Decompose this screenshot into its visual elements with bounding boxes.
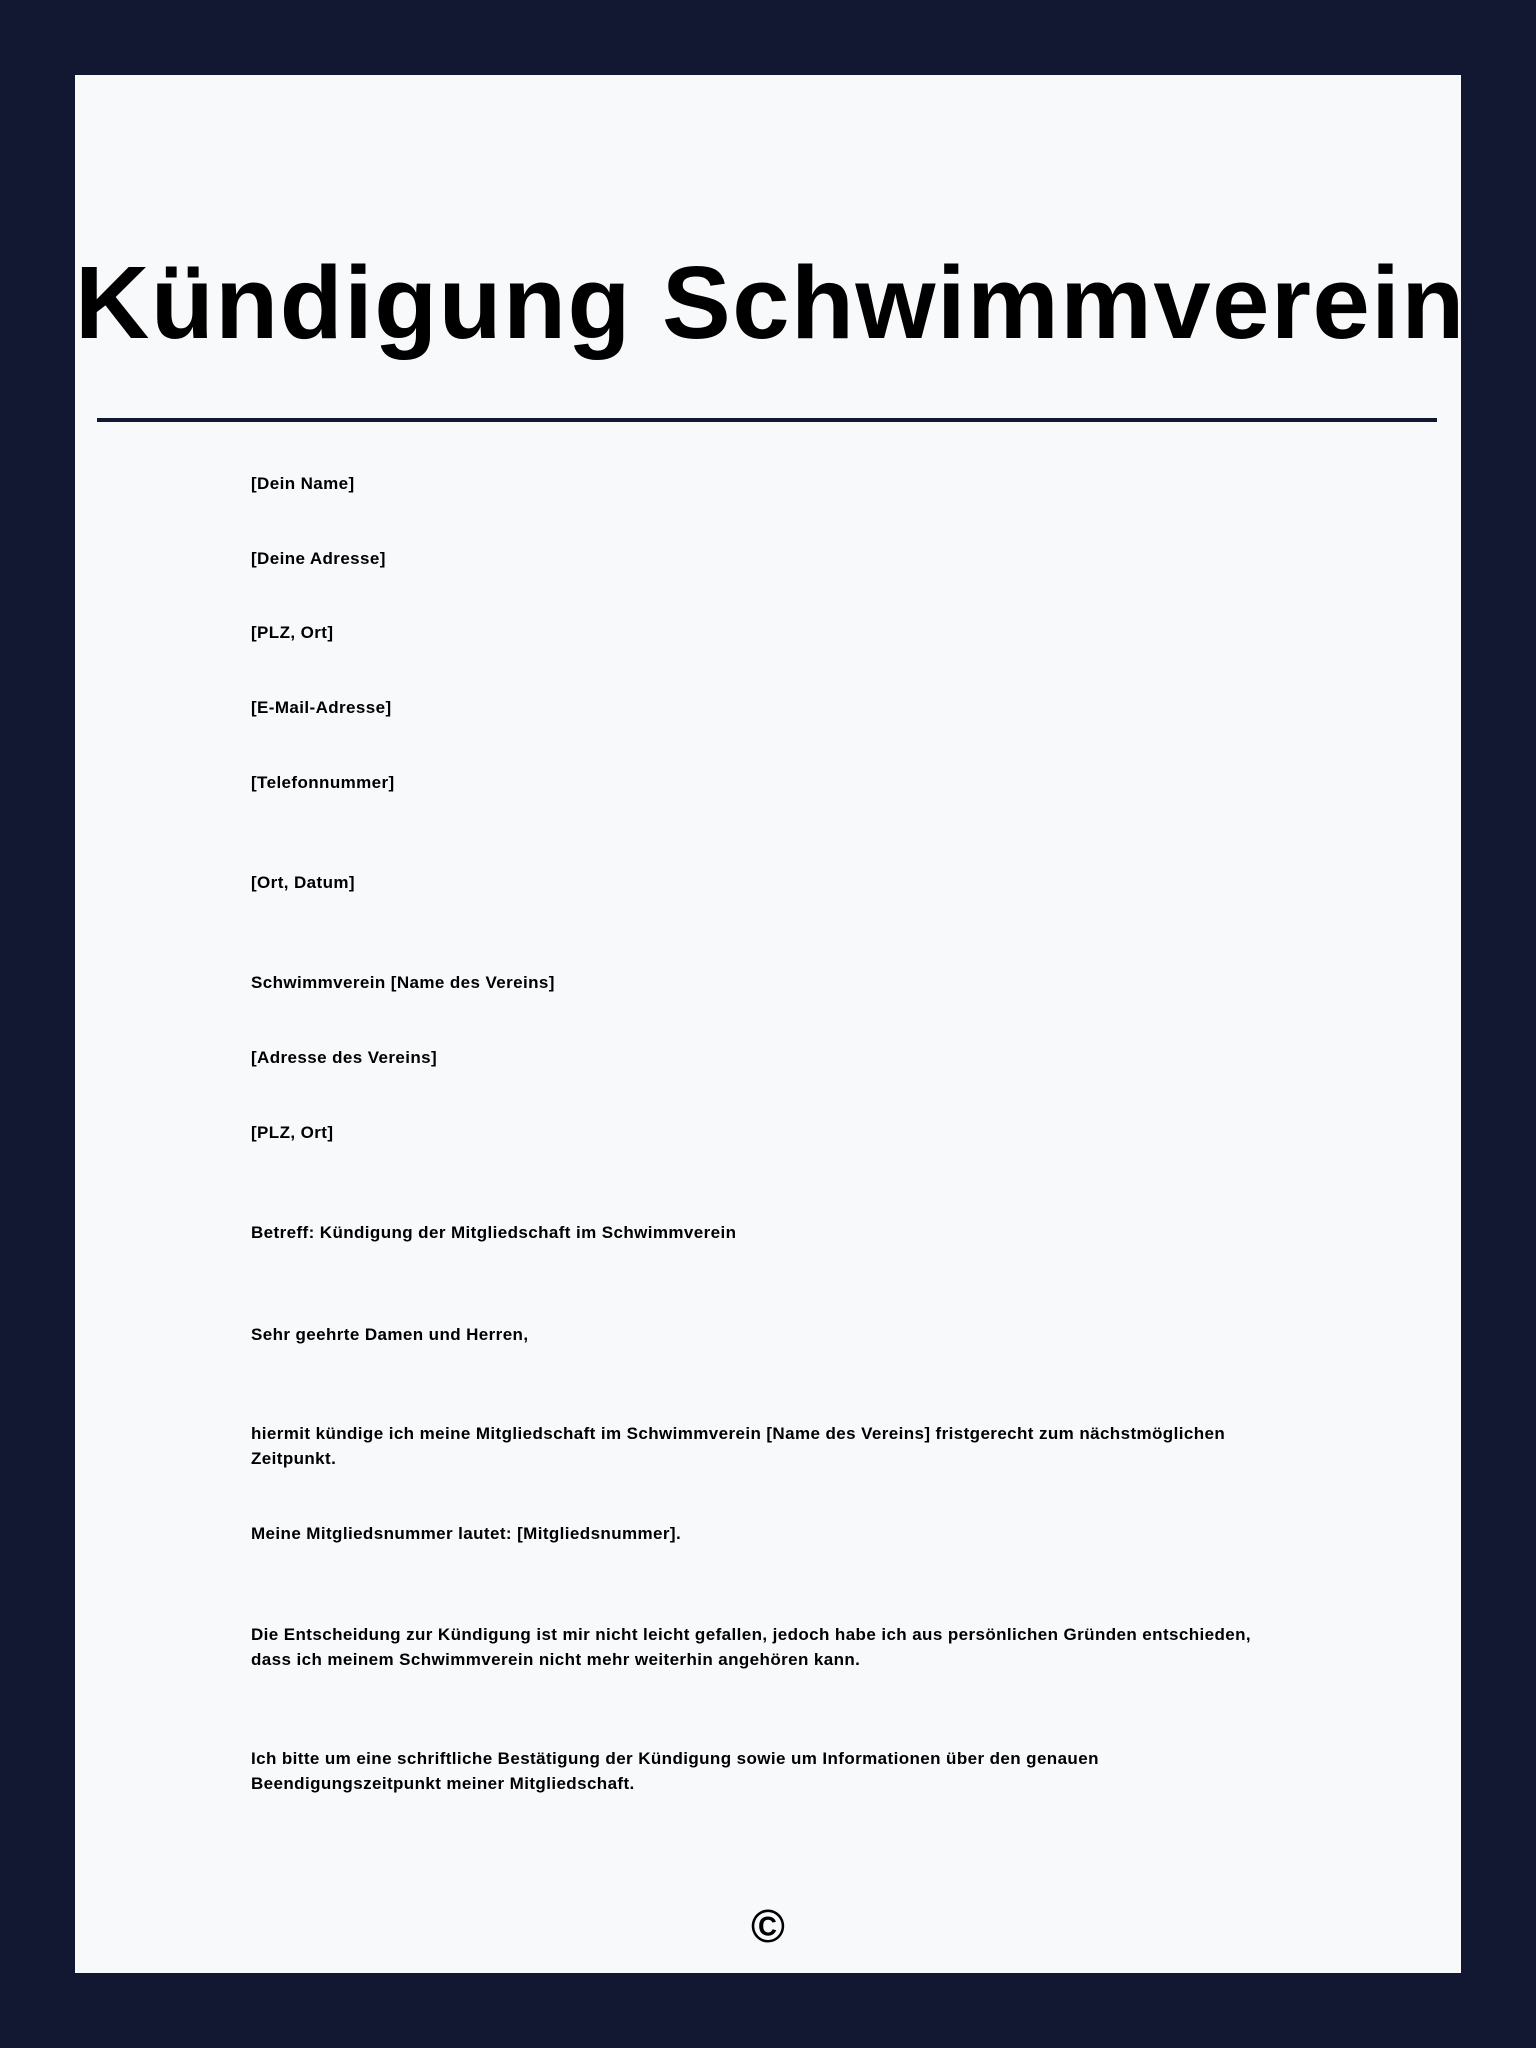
body-paragraph-4: Ich bitte um eine schriftliche Bestätigung der Kündigung sowie um Informationen über den genauen Beendigungszeitpunkt meiner Mitgliedschaft.: [251, 1749, 1099, 1793]
body-paragraph-1: hiermit kündige ich meine Mitgliedschaft im Schwimmverein [Name des Vereins] fristgerecht zum nächstmöglichen Zeitpunkt.: [251, 1424, 1226, 1468]
salutation: Sehr geehrte Damen und Herren,: [251, 1325, 529, 1344]
body-paragraph-2: Meine Mitgliedsnummer lautet: [Mitgliedsnummer].: [251, 1524, 682, 1543]
page-title: Kündigung Schwimmverein: [75, 245, 1466, 360]
copyright-icon: ©: [751, 1900, 785, 1952]
sender-email: [E-Mail-Adresse]: [251, 698, 392, 717]
body-paragraph-3: Die Entscheidung zur Kündigung ist mir nicht leicht gefallen, jedoch habe ich aus persönlichen Gründen entschieden, dass ich meinem Schwimmverein nicht mehr weiterhin angehören kann.: [251, 1625, 1252, 1669]
subject-line: Betreff: Kündigung der Mitgliedschaft im Schwimmverein: [251, 1223, 737, 1242]
place-date: [Ort, Datum]: [251, 873, 355, 892]
letter-page: [75, 75, 1466, 1973]
sender-zip-city: [PLZ, Ort]: [251, 623, 334, 642]
recipient-zip-city: [PLZ, Ort]: [251, 1123, 334, 1142]
recipient-name: Schwimmverein [Name des Vereins]: [251, 973, 555, 992]
sender-address: [Deine Adresse]: [251, 549, 386, 568]
sender-phone: [Telefonnummer]: [251, 773, 395, 792]
sender-name: [Dein Name]: [251, 474, 355, 493]
title-divider: [97, 418, 1437, 422]
recipient-address: [Adresse des Vereins]: [251, 1048, 438, 1067]
